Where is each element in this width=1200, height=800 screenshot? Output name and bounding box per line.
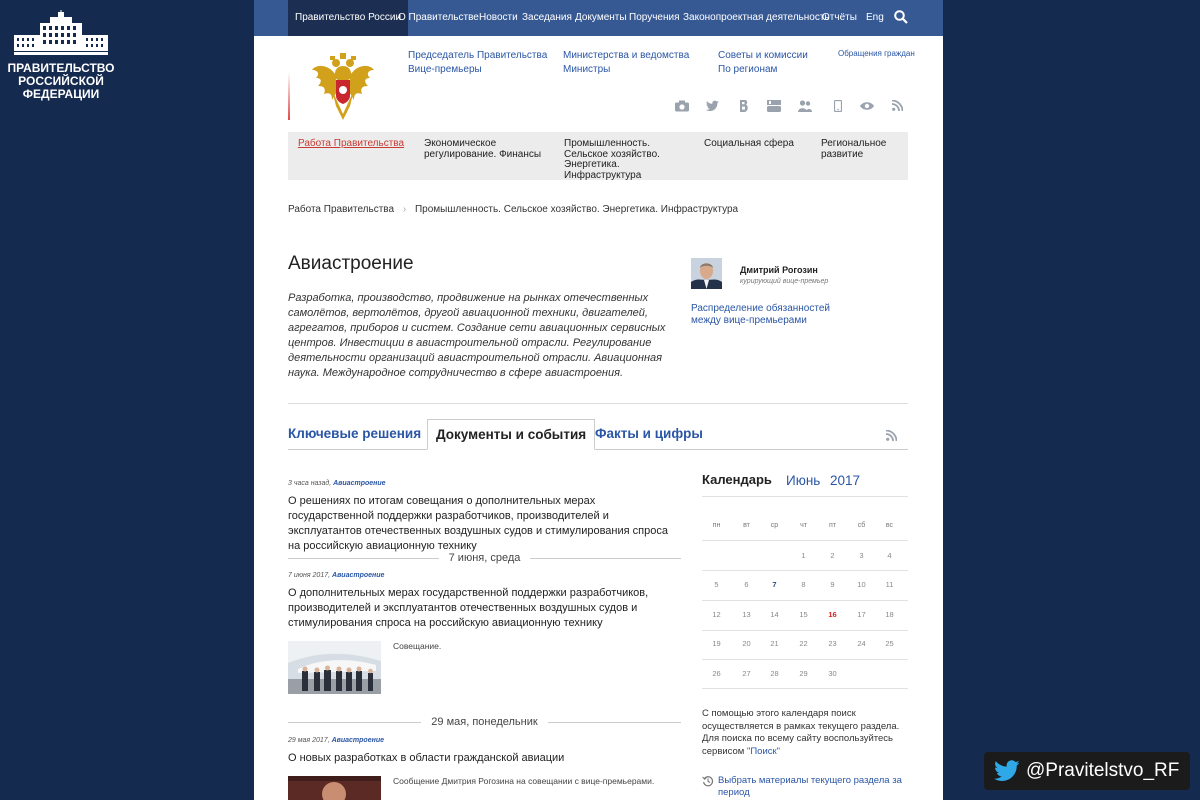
twitter-icon[interactable] [706,100,719,112]
calendar-weekday: пн [712,522,721,529]
calendar-day[interactable]: 12 [712,610,721,619]
brand-title: ПРАВИТЕЛЬСТВО РОССИЙСКОЙ ФЕДЕРАЦИИ [7,61,115,101]
calendar-day[interactable]: 18 [885,610,894,619]
top-navigation [254,0,943,36]
topnav-item-instructions[interactable]: Поручения [629,12,680,23]
tabs-baseline [288,449,908,450]
youtube-icon[interactable] [767,100,781,112]
search-service-link[interactable]: "Поиск" [746,745,781,757]
calendar-day[interactable]: 10 [857,580,866,589]
news-tag[interactable]: Авиастроение [331,737,384,744]
news-caption: Совещание. [393,641,442,651]
curator-name[interactable]: Дмитрий Рогозин [740,265,818,275]
topnav-item-government[interactable]: Правительство России [288,0,408,36]
news-tag[interactable]: Авиастроение [332,572,385,579]
subnav-item-government-work[interactable]: Работа Правительства [298,138,405,149]
calendar-weekday: вс [885,522,894,529]
calendar-day[interactable]: 25 [885,639,894,648]
calendar-day[interactable]: 13 [742,610,751,619]
topnav-item-meetings[interactable]: Заседания [522,12,572,23]
calendar-row-divider [702,688,908,689]
chevron-right-icon: › [402,204,407,215]
calendar-day[interactable]: 26 [712,669,721,678]
calendar-row-divider [702,600,908,601]
news-thumbnail[interactable] [288,641,381,694]
calendar-day[interactable]: 3 [859,551,864,560]
tab-documents-events[interactable]: Документы и события [427,419,595,450]
calendar-row-divider [702,659,908,660]
calendar-day[interactable]: 14 [770,610,779,619]
link-regions[interactable]: По регионам [718,64,778,75]
calendar-day[interactable]: 1 [801,551,806,560]
calendar-day[interactable]: 24 [857,639,866,648]
section-description: Разработка, производство, продвижение на рынках отечественных самолётов, вертолётов, другой авиационной техники, двигателей, агрегатов, приборов и систем. Создание сети авиационных сервисных центров. Инвестиции в авиастроительной отрасли. Регулирование деятельности организаций авиастроительной отрасли. Авиационная наука. Международное сотрудничество в сфере авиастроения. [288,292,666,379]
link-ministers[interactable]: Министры [563,64,611,75]
section-navigation [288,132,908,180]
calendar-day[interactable]: 5 [714,580,719,589]
calendar-day[interactable]: 4 [887,551,892,560]
calendar-day[interactable]: 9 [830,580,835,589]
news-title[interactable]: О решениях по итогам совещания о дополнительных мерах государственной поддержки разработчиков, производителей и эксплуатантов отечественных воздушных судов и стимулирования спроса на российскую авиационную технику [288,495,668,552]
calendar-day[interactable]: 8 [801,580,806,589]
divider [288,403,908,404]
calendar-day[interactable]: 28 [770,669,779,678]
calendar-day[interactable]: 29 [799,669,808,678]
link-citizen-appeals[interactable]: Обращения граждан [838,49,915,58]
breadcrumb [288,204,738,215]
calendar-day[interactable]: 16 [828,610,837,619]
calendar-weekday: ср [770,522,779,529]
duties-distribution-link[interactable]: Распределение обязанностей между вице-премьерами [691,303,830,326]
curator-role: курирующий вице-премьер [740,278,829,285]
calendar-divider [702,496,908,497]
calendar-title: Календарь [702,472,772,487]
news-tag[interactable]: Авиастроение [333,480,386,487]
calendar-day[interactable]: 21 [770,639,779,648]
calendar-row-divider [702,540,908,541]
subnav-item-economy[interactable]: Экономическое регулирование. Финансы [424,138,542,160]
calendar-day[interactable]: 6 [744,580,749,589]
calendar-day[interactable]: 27 [742,669,751,678]
search-icon[interactable] [894,10,908,24]
rss-icon[interactable] [892,100,903,111]
calendar-weekday: вт [743,522,750,529]
coat-of-arms-icon[interactable] [310,50,376,120]
topnav-item-about[interactable]: О Правительстве [398,12,479,23]
link-vice-premiers[interactable]: Вице-премьеры [408,64,482,75]
topnav-item-documents[interactable]: Документы [575,12,627,23]
calendar-year-select[interactable]: 2017 [830,473,861,488]
news-title[interactable]: О дополнительных мерах государственной поддержки разработчиков, производителей и эксплуатантов отечественных воздушных судов и стимулирования спроса на российскую авиационную технику [288,587,649,629]
page-content [254,0,943,800]
calendar-day[interactable]: 19 [712,639,721,648]
calendar-weekday: сб [857,522,866,529]
date-separator: 7 июня, среда [288,552,681,564]
rss-icon[interactable] [886,430,897,441]
calendar-day[interactable]: 20 [742,639,751,648]
subnav-item-regional[interactable]: Региональное развитие [821,138,887,160]
page-title: Авиастроение [288,253,414,274]
brand-panel [0,0,254,800]
calendar-day[interactable]: 11 [885,580,894,589]
calendar-note: С помощью этого календаря поиск осуществляется в рамках текущего раздела. Для поиска по всему сайту воспользуйтесь сервисом "Поиск" [702,708,900,757]
tab-facts-figures[interactable]: Факты и цифры [595,426,703,441]
select-period-link[interactable]: Выбрать материалы текущего раздела за период [702,775,908,799]
curator-photo[interactable] [691,258,722,289]
news-caption: Сообщение Дмитрия Рогозина на совещании с вице-премьерами. [393,776,655,786]
topnav-item-english[interactable]: Eng [866,12,884,23]
calendar-weekday: чт [800,522,807,529]
calendar-row-divider [702,630,908,631]
accent-bar [288,72,290,120]
breadcrumb-item-industry[interactable]: Промышленность. Сельское хозяйство. Энергетика. Инфраструктура [414,204,739,215]
news-meta: 7 июня 2017, Авиастроение [288,572,385,579]
calendar-day[interactable]: 23 [828,639,837,648]
calendar-weekday: пт [829,522,836,529]
tab-key-decisions[interactable]: Ключевые решения [288,426,422,441]
breadcrumb-item-government-work[interactable]: Работа Правительства [288,204,395,215]
calendar-day[interactable]: 22 [799,639,808,648]
eye-icon[interactable] [860,100,874,112]
news-meta: 3 часа назад, Авиастроение [288,480,386,487]
camera-icon[interactable] [674,100,690,112]
calendar-month-select[interactable]: Июнь [786,473,821,488]
twitter-bird-icon [994,760,1020,782]
calendar-day[interactable]: 17 [857,610,866,619]
topnav-item-reports[interactable]: Отчёты [822,12,857,23]
twitter-handle: @Pravitelstvo_RF [984,752,1190,790]
topnav-item-news[interactable]: Новости [479,12,518,23]
mobile-icon[interactable] [834,100,842,112]
history-icon [702,775,714,787]
calendar-day[interactable]: 2 [830,551,835,560]
link-prime-minister[interactable]: Председатель Правительства [408,50,548,61]
vk-icon[interactable] [739,100,749,112]
news-title[interactable]: О новых разработках в области гражданской авиации [288,752,565,764]
topnav-item-legislation[interactable]: Законопроектная деятельность [683,12,830,23]
news-meta: 29 мая 2017, Авиастроение [288,737,384,744]
link-councils[interactable]: Советы и комиссии [718,50,808,61]
calendar-day[interactable]: 30 [828,669,837,678]
subnav-item-industry[interactable]: Промышленность. Сельское хозяйство. Энергетика. Инфраструктура [564,138,660,181]
news-thumbnail[interactable] [288,776,381,800]
subnav-item-social[interactable]: Социальная сфера [704,138,794,149]
calendar-day[interactable]: 7 [772,580,777,589]
date-separator: 29 мая, понедельник [288,716,681,728]
calendar-row-divider [702,570,908,571]
community-icon[interactable] [798,100,812,112]
link-ministries[interactable]: Министерства и ведомства [563,50,690,61]
white-house-logo-icon[interactable] [14,10,108,58]
calendar-day[interactable]: 15 [799,610,808,619]
